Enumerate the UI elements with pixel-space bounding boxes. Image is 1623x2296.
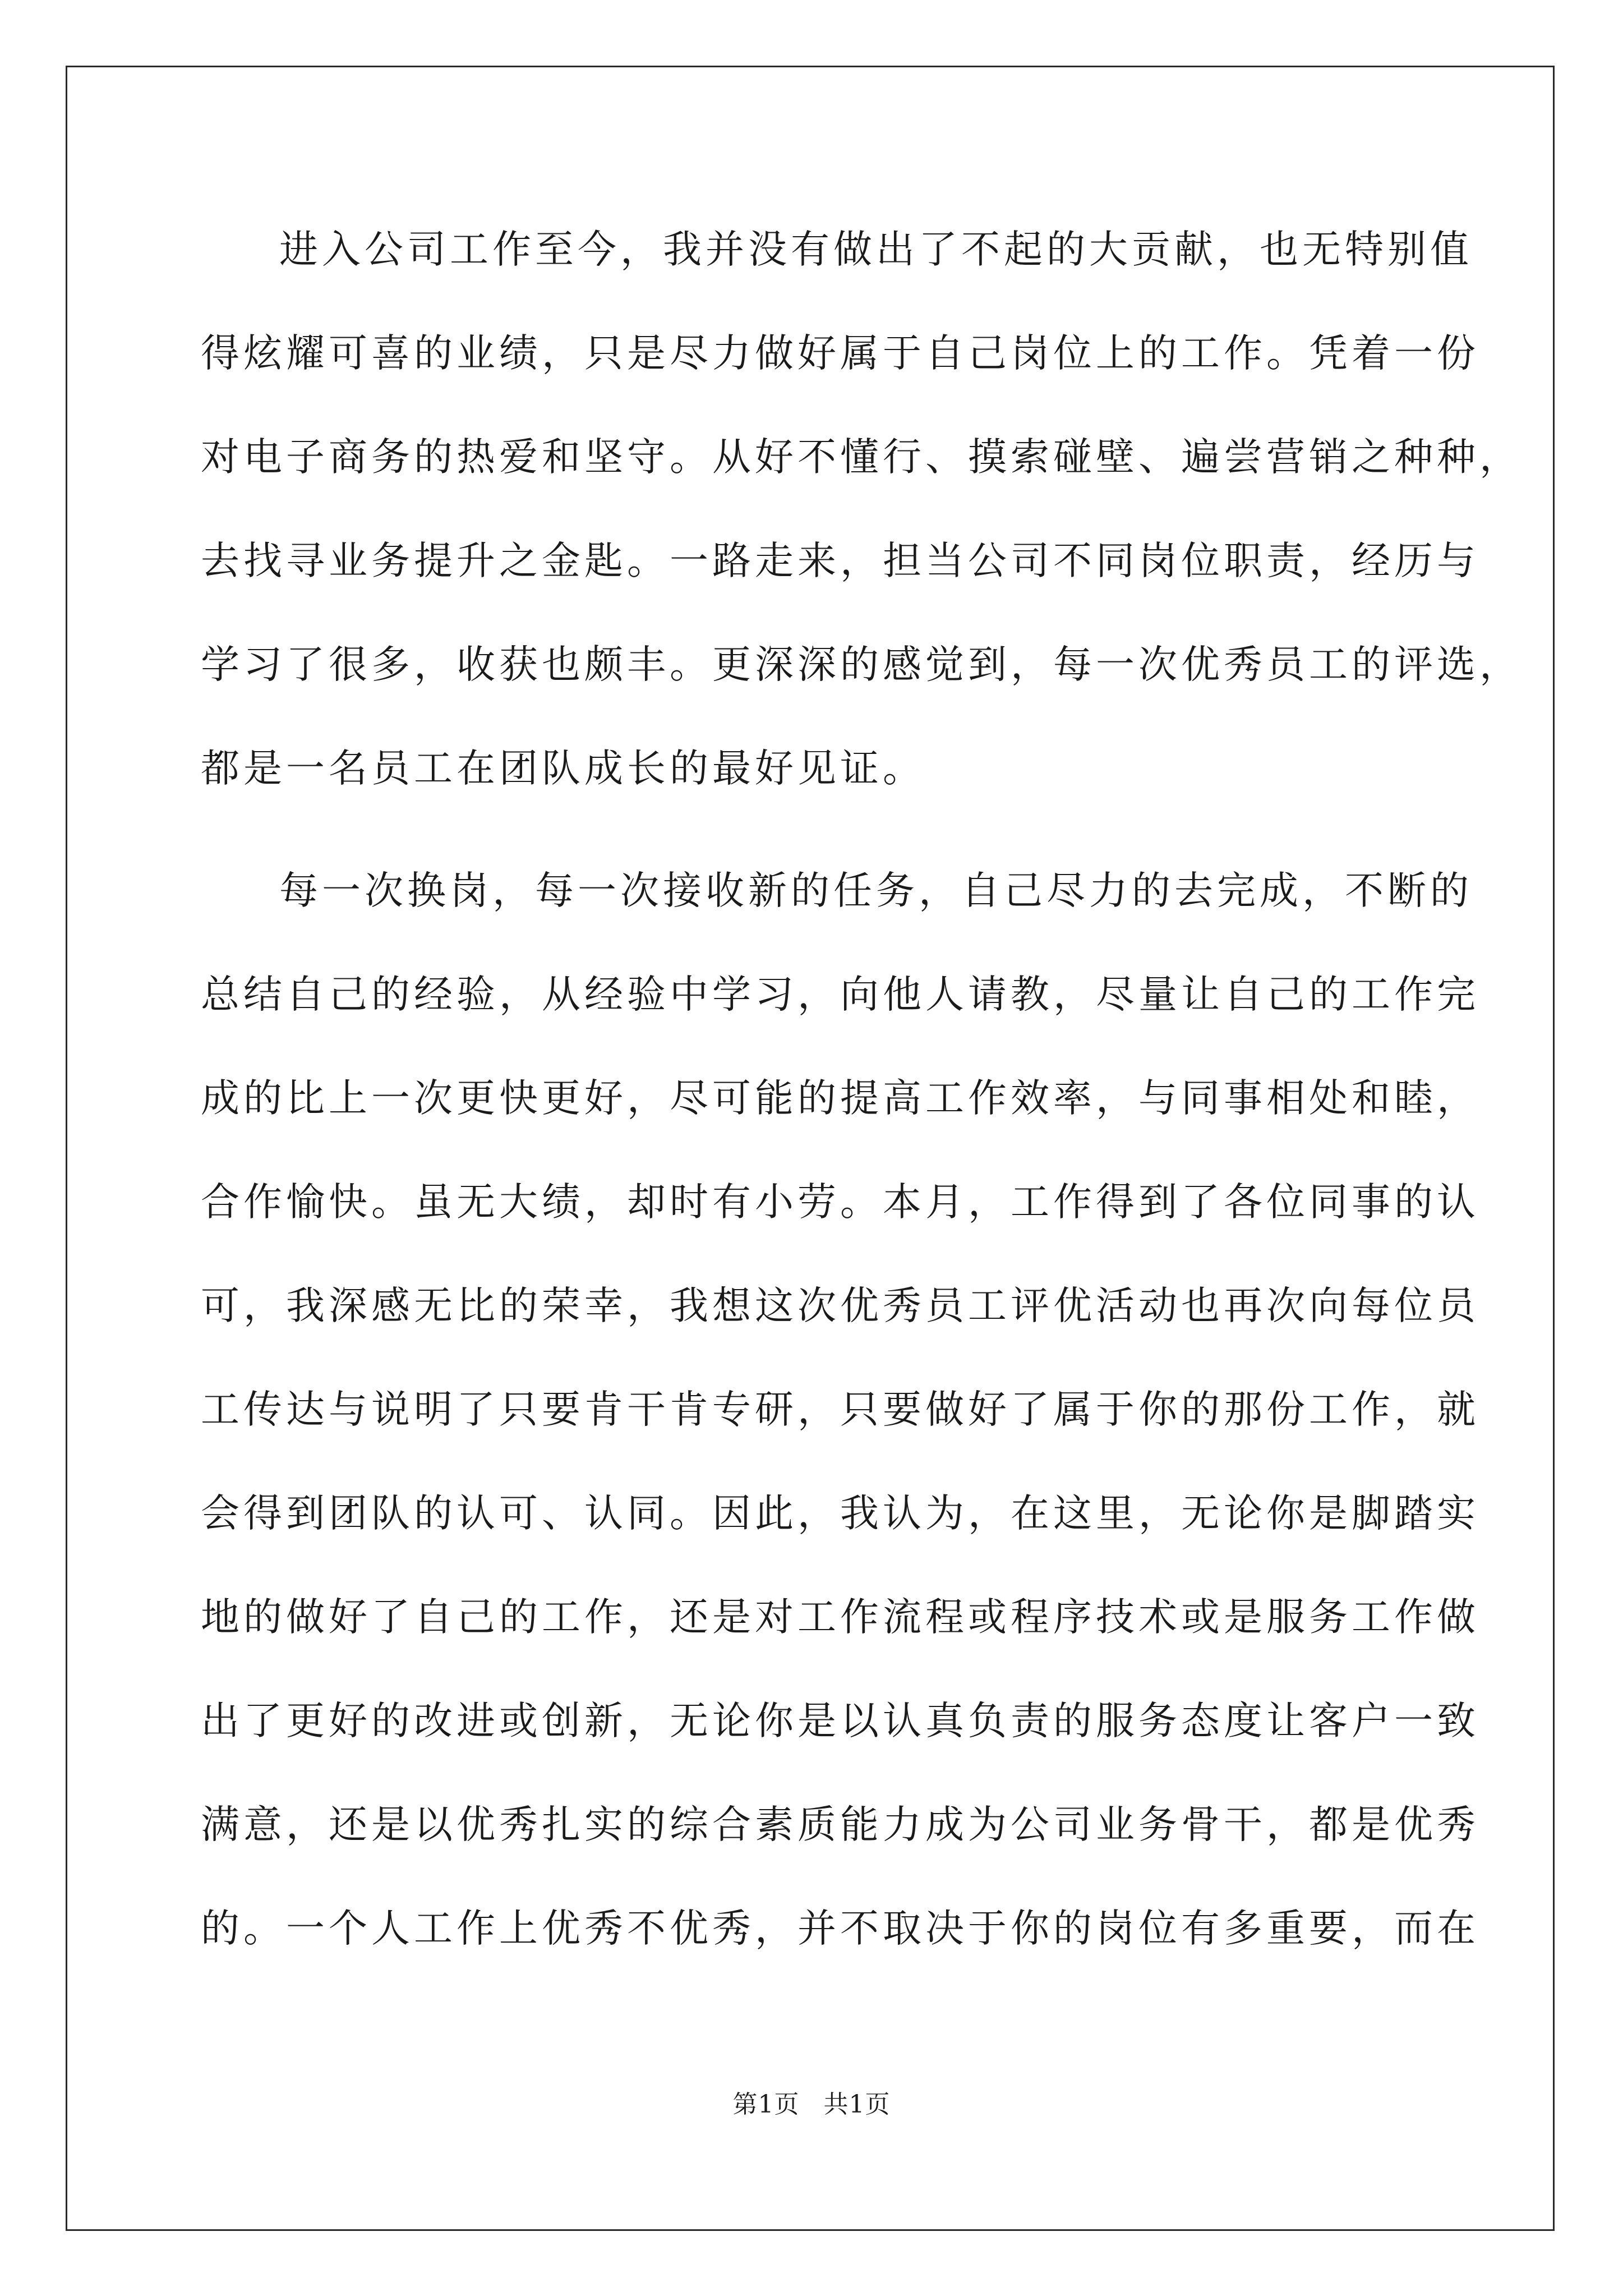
paragraph-2-line-10: 满意，还是以优秀扎实的综合素质能力成为公司业务骨干，都是优秀 [201, 1802, 1479, 1847]
page-footer [0, 2088, 1623, 2122]
paragraph-1-line-4: 去找寻业务提升之金匙。一路走来，担当公司不同岗位职责，经历与 [201, 539, 1479, 583]
paragraph-2-line-9: 出了更好的改进或创新，无论你是以认真负责的服务态度让客户一致 [201, 1699, 1479, 1743]
paragraph-1-line-1: 进入公司工作至今，我并没有做出了不起的大贡献，也无特别值 [279, 227, 1473, 272]
paragraph-2-line-7: 会得到团队的认可、认同。因此，我认为，在这里，无论你是脚踏实 [201, 1491, 1479, 1536]
paragraph-1-line-6: 都是一名员工在团队成长的最好见证。 [201, 746, 925, 791]
paragraph-2-line-3: 成的比上一次更快更好，尽可能的提高工作效率，与同事相处和睦， [201, 1076, 1479, 1121]
paragraph-2-line-4: 合作愉快。虽无大绩，却时有小劳。本月，工作得到了各位同事的认 [201, 1180, 1479, 1225]
page-current-number: 第1页 [732, 2090, 800, 2119]
paragraph-2-line-6: 工传达与说明了只要肯干肯专研，只要做好了属于你的那份工作，就 [201, 1387, 1479, 1432]
paragraph-2-line-11: 的。一个人工作上优秀不优秀，并不取决于你的岗位有多重要，而在 [201, 1906, 1479, 1951]
paragraph-1-line-3: 对电子商务的热爱和坚守。从好不懂行、摸索碰壁、遍尝营销之种种， [201, 435, 1522, 480]
paragraph-2-line-8: 地的做好了自己的工作，还是对工作流程或程序技术或是服务工作做 [201, 1595, 1479, 1640]
page-total-count: 共1页 [823, 2090, 891, 2119]
paragraph-2-line-5: 可，我深感无比的荣幸，我想这次优秀员工评优活动也再次向每位员 [201, 1283, 1479, 1328]
paragraph-1-line-5: 学习了很多，收获也颇丰。更深深的感觉到，每一次优秀员工的评选， [201, 642, 1522, 687]
paragraph-2-line-2: 总结自己的经验，从经验中学习，向他人请教，尽量让自己的工作完 [201, 972, 1479, 1017]
paragraph-1-line-2: 得炫耀可喜的业绩，只是尽力做好属于自己岗位上的工作。凭着一份 [201, 331, 1479, 376]
paragraph-2-line-1: 每一次换岗，每一次接收新的任务，自己尽力的去完成，不断的 [279, 868, 1473, 913]
